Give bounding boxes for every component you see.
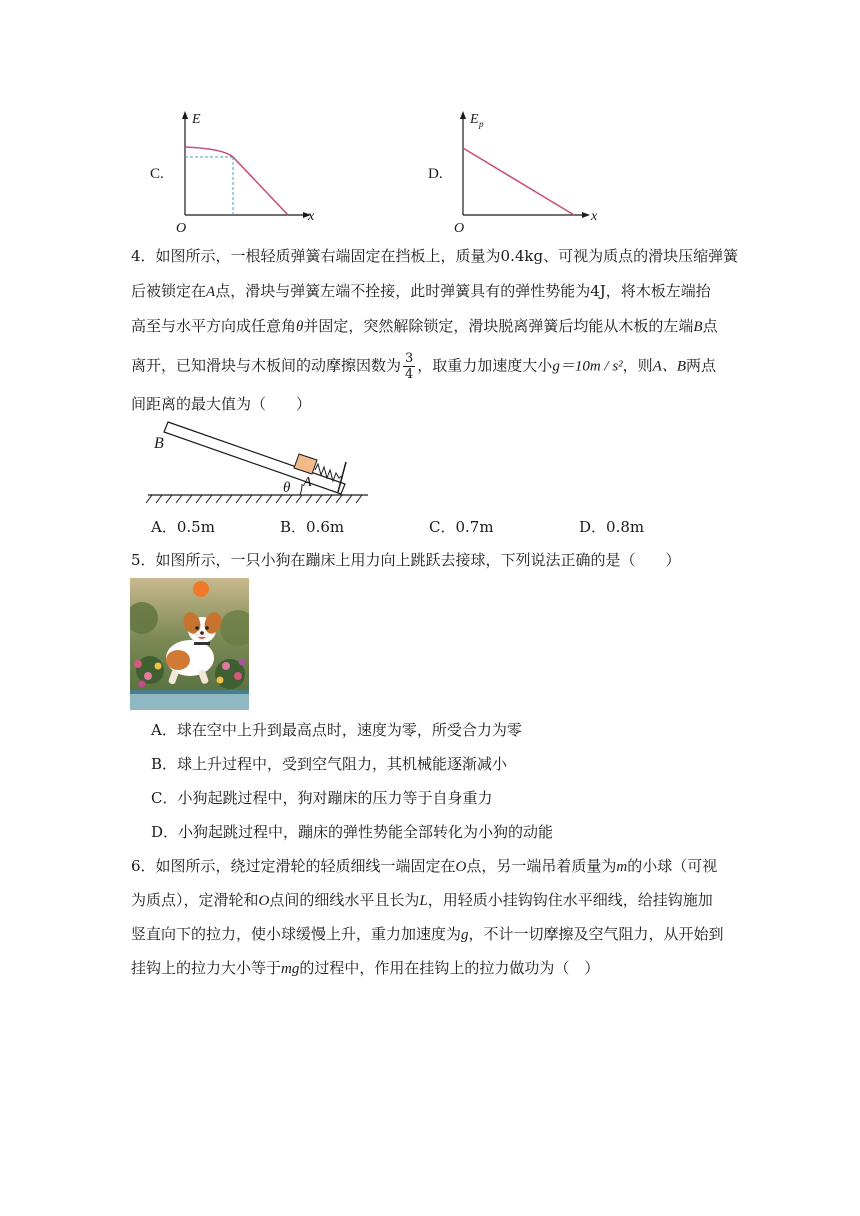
graph-d-origin: O <box>454 221 465 236</box>
q6-line-1: 6．如图所示，绕过定滑轮的轻质细线一端固定在O点，另一端吊着质量为m的小球（可视 <box>131 857 718 875</box>
q4-label-b: B <box>154 435 164 452</box>
q4-label-theta: θ <box>283 480 291 496</box>
q4-option-c: C．0.7m <box>429 518 494 536</box>
q4-line-4: 离开，已知滑块与木板间的动摩擦因数为 $\frac{3}{4}$ ，取重力加速度大小g＝10m / s²，则A、B两点 <box>131 351 717 382</box>
graph-d-x-label: x <box>591 209 598 224</box>
q4-line-5: 间距离的最大值为（ ） <box>131 395 312 413</box>
graph-d-label: D. <box>428 166 443 182</box>
graph-d <box>420 108 610 236</box>
q5-option-b: B．球上升过程中，受到空气阻力，其机械能逐渐减小 <box>151 755 508 773</box>
q4-line-1: 4．如图所示，一根轻质弹簧右端固定在挡板上，质量为0.4kg、可视为质点的滑块压缩弹簧 <box>131 247 739 265</box>
graph-d-y-label: E <box>470 112 479 127</box>
graph-d-y-sub: p <box>479 119 484 129</box>
graph-c <box>140 108 330 236</box>
q4-label-a: A <box>303 475 312 490</box>
q4-option-a: A．0.5m <box>151 518 215 536</box>
q6-line-3: 竖直向下的拉力，使小球缓慢上升，重力加速度为g，不计一切摩擦及空气阻力，从开始到 <box>131 925 724 943</box>
graph-c-x-label: x <box>308 209 315 224</box>
graph-c-y-label: E <box>192 112 201 127</box>
graph-c-origin: O <box>176 221 187 236</box>
graph-c-label: C. <box>150 166 164 182</box>
q5-option-c: C．小狗起跳过程中，狗对蹦床的压力等于自身重力 <box>151 789 493 807</box>
q4-line-3: 高至与水平方向成任意角θ并固定，突然解除锁定，滑块脱离弹簧后均能从木板的左端B点 <box>131 317 718 335</box>
q5-option-d: D．小狗起跳过程中，蹦床的弹性势能全部转化为小狗的动能 <box>151 823 554 841</box>
q4-line-2: 后被锁定在A点，滑块与弹簧左端不拴接，此时弹簧具有的弹性势能为4J，将木板左端抬 <box>131 282 711 300</box>
q4-incline-figure <box>140 418 380 508</box>
graph-d-line <box>463 148 574 215</box>
q5-stem: 5．如图所示，一只小狗在蹦床上用力向上跳跃去接球，下列说法正确的是（ ） <box>131 551 681 569</box>
q4-option-d: D．0.8m <box>579 518 645 536</box>
q6-line-4: 挂钩上的拉力大小等于mg的过程中，作用在挂钩上的拉力做功为（ ） <box>131 959 600 977</box>
friction-fraction: $\frac{3}{4}$ <box>405 351 414 382</box>
board <box>164 422 345 494</box>
dog-trampoline-photo <box>130 578 249 710</box>
q4-option-b: B．0.6m <box>280 518 345 536</box>
q5-option-a: A．球在空中上升到最高点时，速度为零，所受合力为零 <box>151 721 522 739</box>
q6-line-2: 为质点），定滑轮和O点间的细线水平且长为L，用轻质小挂钩钩住水平细线，给挂钩施加 <box>131 891 713 909</box>
ball <box>193 581 209 597</box>
